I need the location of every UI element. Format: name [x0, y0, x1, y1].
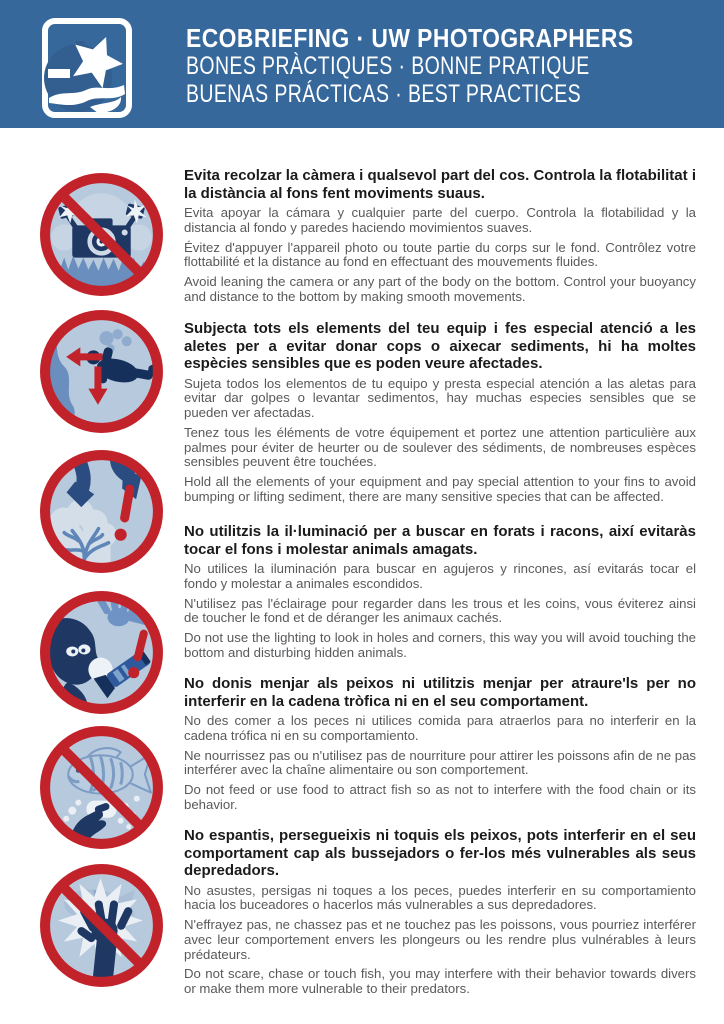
section-text-es: No asustes, persigas ni toques a los peces, puedes interferir en su comportamiento hacia los buceadores o hacerlos más vulnerables a sus depredadores. — [184, 882, 696, 913]
page-title: ECOBRIEFING · UW PHOTOGRAPHERS — [186, 23, 634, 53]
section-secure-equipment — [184, 320, 696, 505]
section-heading-ca: No espantis, persegueixis ni toquis els peixos, pots interferir en el seu comportament cap als bussejadors o fer-los més vulnerables als seus depredadors. — [184, 827, 696, 879]
section-text-en: Do not use the lighting to look in holes and corners, this way you will avoid touching the bottom and disturbing hidden animals. — [184, 630, 696, 660]
section-no-leaning — [184, 167, 696, 305]
section-heading-ca: No donis menjar als peixos ni utilitzis menjar per atraure'ls per no interferir en la cadena tròfica ni en el seu comportament. — [184, 675, 696, 710]
section-text-es: Sujeta todos los elementos de tu equipo y presta especial atención a las aletas para evitar dar golpes o levantar sedimentos, hay muchas especies sensibles que se pueden ver afectadas. — [184, 375, 696, 421]
section-text-fr: Tenez tous les éléments de votre équipement et portez une attention particulière aux palmes pour éviter de heurter ou de soulever des sédiments, de nombreuses espèces sensibles peuvent être touchées. — [184, 424, 696, 470]
header-band — [0, 0, 724, 128]
section-text-fr: Ne nourrissez pas ou n'utilisez pas de nourriture pour attirer les poissons afin de ne pas interférer avec la chaîne alimentaire ou son comportement. — [184, 747, 696, 778]
section-no-scaring — [184, 827, 696, 997]
section-text-es: No utilices la iluminación para buscar en agujeros y rincones, así evitarás tocar el fondo y molestar a animales escondidos. — [184, 561, 696, 591]
no-feeding-fish-icon — [38, 724, 165, 851]
section-heading-ca: Evita recolzar la càmera i qualsevol part del cos. Controla la flotabilitat i la distància al fons fent moviments suaus. — [184, 167, 696, 202]
section-text-fr: N'utilisez pas l'éclairage pour regarder dans les trous et les coins, vous éviterez ainsi de toucher le fond et de déranger les animaux cachés. — [184, 595, 696, 626]
no-touching-fish-icon — [38, 862, 165, 989]
section-text-en: Hold all the elements of your equipment and pay special attention to your fins to avoid bumping or lifting sediment, there are many sensitive species that can be affected. — [184, 474, 696, 505]
section-text-fr: Évitez d'appuyer l'appareil photo ou toute partie du corps sur le fond. Contrôlez votre flottabilité et la distance au fond en effectuant des mouvements fluides. — [184, 239, 696, 270]
no-resting-camera-icon — [38, 171, 165, 298]
section-text-es: Evita apoyar la cámara y cualquier parte del cuerpo. Controla la flotabilidad y la distancia al fondo y paredes haciendo movimientos suaves. — [184, 205, 696, 235]
section-text-en: Avoid leaning the camera or any part of the body on the bottom. Control your buoyancy and distance to the bottom by making smooth movements. — [184, 274, 696, 304]
section-heading-ca: Subjecta tots els elements del teu equip i fes especial atenció a les aletes per a evitar donar cops o aixecar sediments, hi ha moltes espècies sensibles que es poden veure afectades. — [184, 320, 696, 372]
section-text-en: Do not scare, chase or touch fish, you may interfere with their behavior towards divers or make them more vulnerable to their predators. — [184, 966, 696, 997]
section-no-feeding — [184, 675, 696, 813]
header-titles — [186, 24, 704, 108]
section-heading-ca: No utilitzis la il·luminació per a buscar en forats i racons, així evitaràs tocar el fons i molestar animals amagats. — [184, 523, 696, 558]
subtitle-ca-fr: BONES PRÀCTIQUES · BONNE PRATIQUE — [186, 52, 590, 80]
fins-sediment-warning-icon — [38, 448, 165, 575]
buoyancy-distance-icon — [38, 308, 165, 435]
section-no-lighting-holes — [184, 523, 696, 661]
section-text-en: Do not feed or use food to attract fish so as not to interfere with the food chain or its behavior. — [184, 782, 696, 812]
subtitle-es-en: BUENAS PRÁCTICAS · BEST PRACTICES — [186, 80, 582, 108]
section-text-es: No des comer a los peces ni utilices comida para atraerlos para no interferir en la cadena trófica ni en su comportamiento. — [184, 713, 696, 743]
section-text-fr: N'effrayez pas, ne chassez pas et ne touchez pas les poissons, vous pourriez interférer avec leur comportement envers les plongeurs ou les rendre plus vulnérables à leurs prédateurs. — [184, 917, 696, 962]
no-flashlight-holes-icon — [38, 589, 165, 716]
starfish-beach-logo-icon — [42, 18, 132, 118]
